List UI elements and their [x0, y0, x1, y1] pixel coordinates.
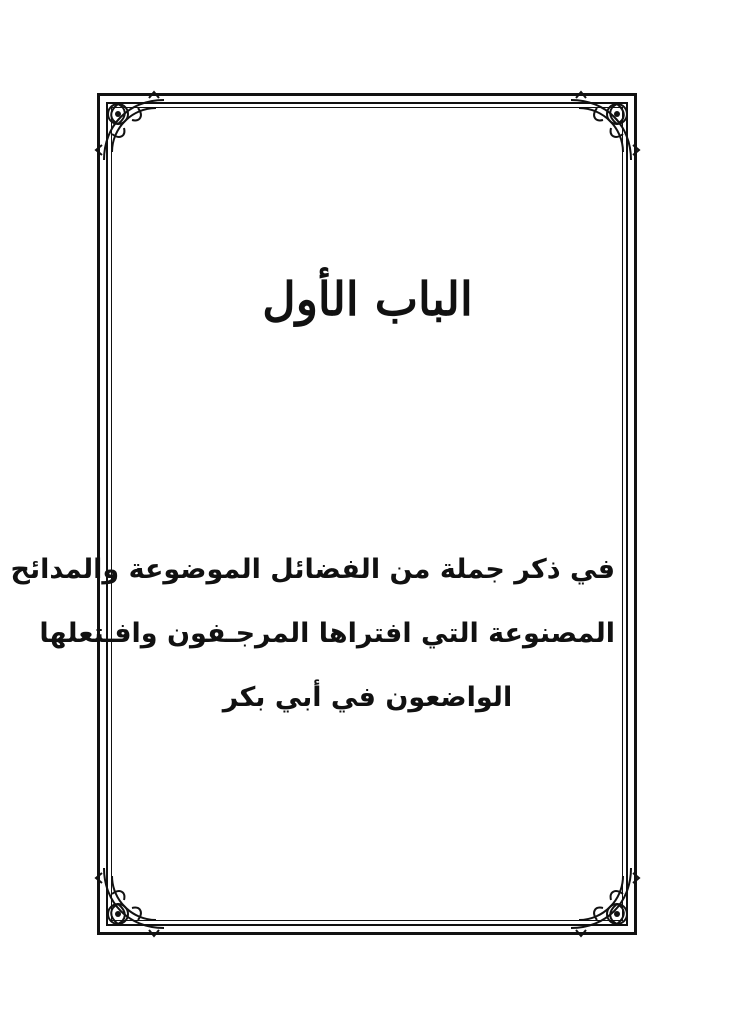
- corner-ornament-icon: [561, 90, 641, 170]
- corner-ornament-icon: [561, 858, 641, 938]
- subtitle-line: في ذكر جملة من الفضائل الموضوعة والمدائح: [10, 554, 615, 585]
- chapter-subtitle: [10, 538, 615, 730]
- subtitle-line: الواضعون في أبي بكر: [222, 682, 513, 713]
- page-border-innermost: [10, 107, 623, 921]
- subtitle-line: المصنوعة التي افتراها المرجـفون وافـتعلها: [39, 618, 615, 649]
- corner-ornament-icon: [94, 90, 174, 170]
- corner-ornament-icon: [94, 858, 174, 938]
- chapter-heading: الباب الأول: [262, 272, 473, 326]
